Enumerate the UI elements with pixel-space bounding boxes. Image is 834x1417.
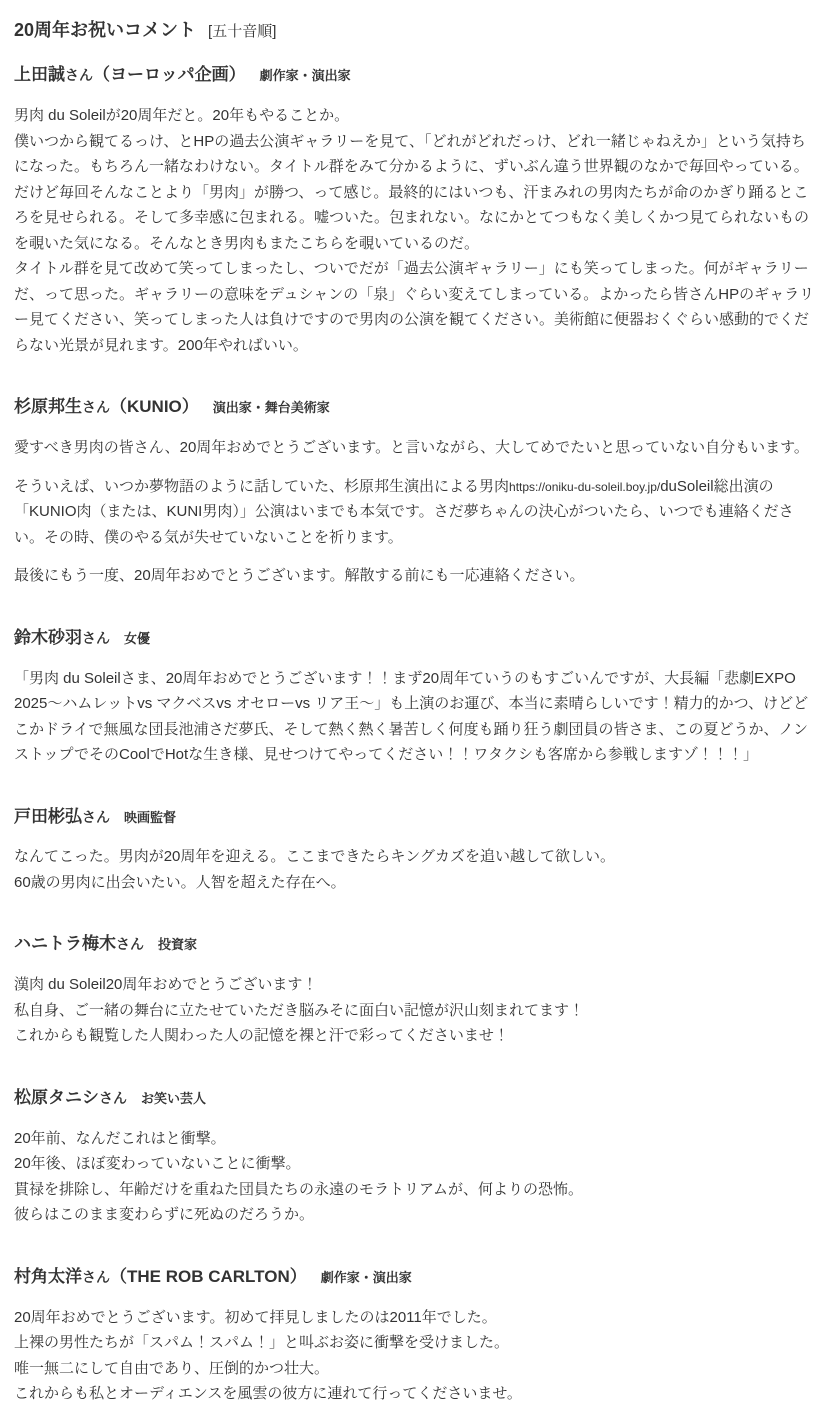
comment-paragraph	[14, 435, 820, 461]
page-title-text: 20周年お祝いコメント	[14, 20, 197, 40]
person-header	[14, 806, 820, 829]
comment-line: 唯一無二にして自由であり、圧倒的かつ壮大。	[14, 1359, 330, 1377]
comment-line: 20年後、ほぼ変わっていないことに衝撃。	[14, 1155, 301, 1173]
person-role: 劇作家・演出家	[259, 68, 351, 84]
person-header	[14, 933, 820, 956]
comment-line: 20周年おめでとうございます。初めて拝見しましたのは2011年でした。	[14, 1308, 497, 1326]
comment-paragraph	[14, 1305, 820, 1407]
person-header	[14, 396, 820, 419]
person-honorific: さん	[82, 1268, 110, 1285]
comment-line: 愛すべき男肉の皆さん、20周年おめでとうございます。と言いながら、大してめでたいと思っていない自分もいます。	[14, 439, 809, 457]
comment-line: 彼らはこのまま変わらずに死ぬのだろうか。	[14, 1206, 315, 1224]
person-honorific: さん	[99, 1089, 127, 1106]
comment-section	[14, 1266, 820, 1407]
person-name: 村角太洋	[14, 1266, 82, 1286]
comment-paragraph	[14, 844, 820, 895]
comment-line: 私自身、ご一緒の舞台に立たせていただき脳みそに面白い記憶が沢山刻まれてます！	[14, 1001, 585, 1019]
comment-line: タイトル群を見て改めて笑ってしまったし、ついでだが「過去公演ギャラリー」にも笑ってしまった。何がギャラリーだ、って思った。ギャラリーの意味をデュシャンの「泉」ぐらい変えてしまっている。よかったら皆さんHPのギャラリー見てください、笑ってしまった人は負けですので男肉の公演を観てください。美術館に便器おくぐらい感動的でくだらない光景が見れます。200年やればいい。	[14, 260, 815, 354]
person-header	[14, 627, 820, 650]
comment-line: 60歳の男肉に出会いたい。人智を超えた存在へ。	[14, 873, 346, 891]
person-header	[14, 1087, 820, 1110]
comment-line: そういえば、いつか夢物語のように話していた、杉原邦生演出による男肉https://oniku-du-soleil.boy.jp/duSoleil総出演の「KUNIO肉（または、KUNI男肉）」公演はいまでも本気です。さだ夢ちゃんの決心がついたら、いつでも連絡ください。その時、僕のやる気が失せていないことを祈ります。	[14, 477, 794, 546]
person-header	[14, 1266, 820, 1289]
comment-section	[14, 933, 820, 1048]
person-honorific: さん	[82, 629, 110, 646]
comment-section	[14, 1087, 820, 1228]
person-role: 投資家	[158, 937, 198, 953]
person-name: 杉原邦生	[14, 397, 82, 417]
person-affiliation: （THE ROB CARLTON）	[110, 1266, 307, 1286]
comment-paragraph	[14, 474, 820, 551]
comment-section	[14, 806, 820, 896]
comment-paragraph	[14, 103, 820, 358]
comment-line: 「男肉 du Soleilさま、20周年おめでとうございます！！まず20周年ていうのもすごいんですが、大長編「悲劇EXPO 2025～ハムレットvs マクベスvs オセローvs リア王～」も上演のお運び、本当に素晴らしいです！精力的かつ、けどどこかドライで無風な団長池浦さだ夢氏、そして熱く熱く暑苦しく何度も踊り狂う劇団員の皆さま、この夏どうか、ノンストップでそのCoolでHotな生き様、見せつけてやってください！！ワタクシも客席から参戦しますゾ！！！」	[14, 669, 809, 763]
person-affiliation: （KUNIO）	[110, 397, 199, 417]
person-role: 演出家・舞台美術家	[212, 400, 330, 416]
comment-section	[14, 64, 820, 358]
person-name: 鈴木砂羽	[14, 627, 82, 647]
comment-line: 貫禄を排除し、年齢だけを重ねた団員たちの永遠のモラトリアムが、何よりの恐怖。	[14, 1180, 583, 1198]
comment-section	[14, 396, 820, 588]
person-role: 劇作家・演出家	[320, 1269, 412, 1285]
comment-line: これからも観覧した人関わった人の記憶を裸と汗で彩ってくださいませ！	[14, 1027, 509, 1045]
inline-url: https://oniku-du-soleil.boy.jp/	[509, 479, 661, 494]
person-header	[14, 64, 820, 87]
person-role: お笑い芸人	[141, 1090, 207, 1106]
comment-paragraph	[14, 1126, 820, 1228]
person-name: 戸田彬弘	[14, 806, 82, 826]
comment-paragraph	[14, 972, 820, 1049]
person-honorific: さん	[65, 67, 93, 84]
person-honorific: さん	[82, 808, 110, 825]
comment-paragraph	[14, 666, 820, 768]
comment-line: なんてこった。男肉が20周年を迎える。ここまできたらキングカズを追い越して欲しい。	[14, 848, 615, 866]
comment-line: 20年前、なんだこれはと衝撃。	[14, 1129, 226, 1147]
person-name: 上田誠	[14, 65, 65, 85]
comment-line: これからも私とオーディエンスを風雲の彼方に連れて行ってくださいませ。	[14, 1385, 522, 1403]
person-honorific: さん	[116, 936, 144, 953]
comment-line: 漢肉 du Soleil20周年おめでとうございます！	[14, 976, 318, 994]
comment-paragraph	[14, 563, 820, 589]
person-name: 松原タニシ	[14, 1087, 99, 1107]
comment-line: 上裸の男性たちが「スパム！スパム！」と叫ぶお姿に衝撃を受けました。	[14, 1334, 510, 1352]
comment-line: 僕いつから観てるっけ、とHPの過去公演ギャラリーを見て、「どれがどれだっけ、どれ一緒じゃねえか」という気持ちになった。もちろん一緒なわけない。タイトル群をみて分かるように、ずいぶん違う世界観のなかで毎回やっている。だけど毎回そんなことより「男肉」が勝つ、って感じ。最終的にはいつも、汗まみれの男肉たちが命のかぎり踊るところを見せられる。そして多幸感に包まれる。嘘ついた。包まれない。なにかとてつもなく美しくかつ見てられないものを覗いた気になる。そんなとき男肉もまたこちらを覗いているのだ。	[14, 132, 810, 252]
person-honorific: さん	[82, 399, 110, 416]
sort-order-note: [五十音順]	[208, 23, 277, 40]
comment-line: 男肉 du Soleilが20周年だと。20年もやることか。	[14, 107, 350, 125]
person-name: ハニトラ梅木	[14, 934, 116, 954]
comment-section	[14, 627, 820, 768]
person-affiliation: （ヨーロッパ企画）	[93, 65, 246, 85]
person-role: 映画監督	[124, 809, 177, 825]
comment-line: 最後にもう一度、20周年おめでとうございます。解散する前にも一応連絡ください。	[14, 567, 585, 585]
person-role: 女優	[124, 630, 151, 646]
page-title	[14, 18, 820, 43]
sections	[14, 64, 820, 1407]
